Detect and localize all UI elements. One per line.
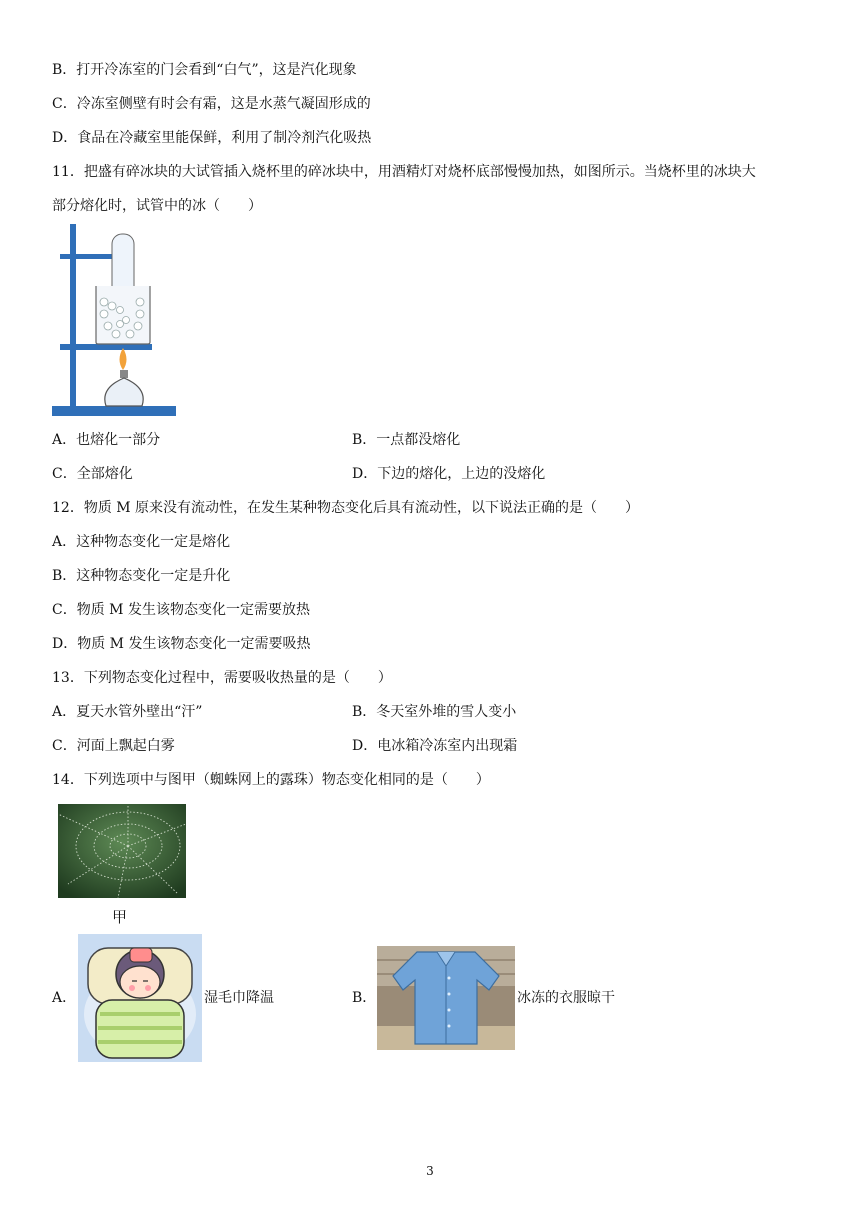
- q11-stem-line2: 部分熔化时，试管中的冰（ ）: [52, 198, 262, 214]
- spider-web-dew-image: [58, 804, 186, 898]
- q14-option-a-text: 湿毛巾降温: [204, 990, 274, 1006]
- q10-option-b: B．打开冷冻室的门会看到“白气”，这是汽化现象: [52, 62, 357, 78]
- q11-option-d: D．下边的熔化，上边的没熔化: [352, 466, 546, 482]
- q14-option-a-letter: A．: [52, 990, 77, 1006]
- q11-option-a: A．也熔化一部分: [52, 432, 161, 448]
- q11-option-c: C．全部熔化: [52, 466, 133, 482]
- q13-option-b: B．冬天室外堆的雪人变小: [352, 704, 517, 720]
- q10-option-c: C．冷冻室侧壁有时会有霜，这是水蒸气凝固形成的: [52, 96, 371, 112]
- q12-stem: 12．物质 M 原来没有流动性，在发生某种物态变化后具有流动性，以下说法正确的是（ ）: [52, 500, 640, 516]
- q13-option-d: D．电冰箱冷冻室内出现霜: [352, 738, 518, 754]
- figure-jia-caption: 甲: [112, 908, 128, 926]
- q13-option-a: A．夏天水管外壁出“汗”: [52, 704, 203, 720]
- alcohol-lamp: [105, 378, 143, 406]
- child-face: [120, 966, 160, 998]
- q11-option-b: B．一点都没熔化: [352, 432, 461, 448]
- melting-apparatus-figure: [50, 220, 180, 420]
- flame: [120, 348, 127, 370]
- q12-option-c: C．物质 M 发生该物态变化一定需要放热: [52, 602, 310, 618]
- lower-ring: [60, 344, 152, 350]
- q10-option-d: D．食品在冷藏室里能保鲜，利用了制冷剂汽化吸热: [52, 130, 372, 146]
- stand-rod: [70, 224, 76, 408]
- q13-stem: 13．下列物态变化过程中，需要吸收热量的是（ ）: [52, 670, 392, 686]
- q14-stem: 14．下列选项中与图甲（蜘蛛网上的露珠）物态变化相同的是（ ）: [52, 772, 490, 788]
- q11-stem-line1: 11．把盛有碎冰块的大试管插入烧杯里的碎冰块中，用酒精灯对烧杯底部慢慢加热，如图所示。当烧杯里的冰块大: [52, 164, 756, 180]
- page-number: 3: [426, 1164, 434, 1178]
- lamp-wick: [120, 370, 128, 378]
- q13-option-c: C．河面上飘起白雾: [52, 738, 175, 754]
- q14-option-b-text: 冰冻的衣服晾干: [517, 990, 615, 1006]
- q14-option-b-letter: B．: [352, 990, 377, 1006]
- frozen-shirt-drying-image: [377, 946, 515, 1050]
- q12-option-d: D．物质 M 发生该物态变化一定需要吸热: [52, 636, 311, 652]
- sick-child-wet-towel-image: [78, 934, 202, 1062]
- q12-option-a: A．这种物态变化一定是熔化: [52, 534, 231, 550]
- q12-option-b: B．这种物态变化一定是升化: [52, 568, 231, 584]
- wet-towel: [130, 948, 152, 962]
